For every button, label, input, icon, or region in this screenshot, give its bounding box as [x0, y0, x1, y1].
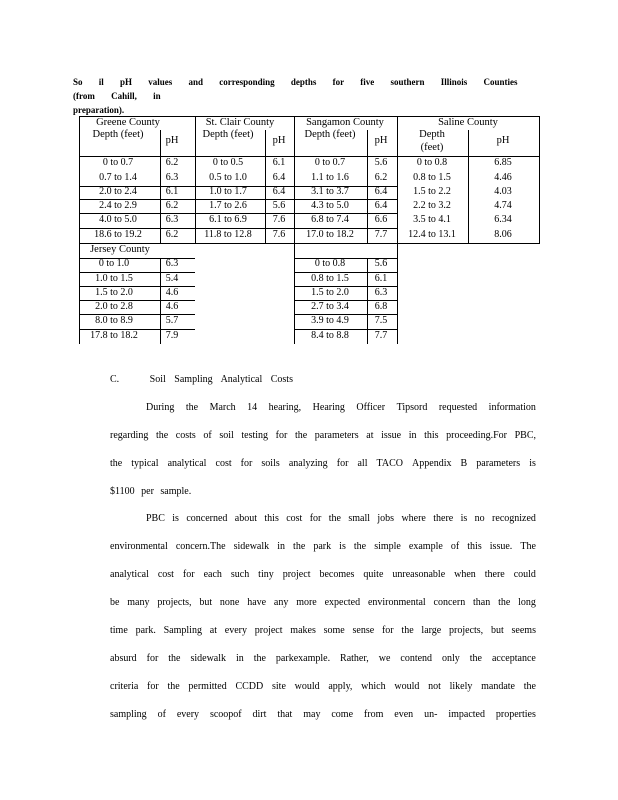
ph-cell: 6.3: [374, 287, 388, 298]
ph-cell: 6.4: [272, 172, 286, 183]
county-name-jersey: Jersey County: [90, 244, 150, 255]
depth-cell: 0 to 0.5: [212, 157, 244, 168]
depth-cell: 0 to 0.8: [314, 258, 346, 269]
depth-cell: 0 to 1.0: [98, 258, 130, 269]
depth-cell: 1.0 to 1.7: [209, 186, 247, 197]
text-line: time park. Sampling at every project makes some sense for the large projects, but seems: [110, 625, 536, 636]
depth-cell: 11.8 to 12.8: [204, 229, 252, 240]
ph-cell: 6.2: [165, 157, 179, 168]
ph-cell: 4.6: [165, 301, 179, 312]
depth-header: Depth (feet): [304, 129, 356, 140]
depth-cell: 0.5 to 1.0: [209, 172, 247, 183]
depth-cell: 2.4 to 2.9: [99, 200, 137, 211]
ph-header: pH: [496, 135, 510, 146]
ph-cell: 7.6: [272, 229, 286, 240]
depth-cell: 0.8 to 1.5: [413, 172, 451, 183]
text-line: regarding the costs of soil testing for the parameters at issue in this proceeding.For PBC,: [110, 430, 536, 441]
depth-cell: 1.5 to 2.0: [95, 287, 133, 298]
depth-cell: 0.8 to 1.5: [311, 273, 349, 284]
ph-cell: 4.03: [494, 186, 512, 197]
depth-header: Depth (feet): [92, 129, 144, 140]
depth-cell: 6.1 to 6.9: [209, 214, 247, 225]
ph-cell: 6.1: [374, 273, 388, 284]
text-line: the typical analytical cost for soils analyzing for all TACO Appendix B parameters is: [110, 458, 536, 469]
depth-cell: 2.7 to 3.4: [311, 301, 349, 312]
depth-cell: 8.4 to 8.8: [311, 330, 349, 341]
ph-cell: 6.85: [494, 157, 512, 168]
depth-cell: 1.5 to 2.2: [413, 186, 451, 197]
section-letter: C.: [110, 374, 120, 385]
ph-cell: 6.34: [494, 214, 512, 225]
ph-cell: 6.2: [165, 229, 179, 240]
section-title: Soil Sampling Analytical Costs: [149, 374, 293, 385]
section-heading: [110, 374, 311, 385]
ph-cell: 7.7: [374, 330, 388, 341]
depth-cell: 1.1 to 1.6: [311, 172, 349, 183]
ph-cell: 5.6: [374, 258, 388, 269]
depth-cell: 0 to 0.7: [102, 157, 134, 168]
ph-cell: 8.06: [494, 229, 512, 240]
ph-cell: 4.6: [165, 287, 179, 298]
caption-line-2: preparation).: [73, 105, 125, 115]
ph-cell: 4.74: [494, 200, 512, 211]
depth-header-unit: (feet): [420, 142, 444, 153]
ph-cell: 4.46: [494, 172, 512, 183]
ph-cell: 6.4: [272, 186, 286, 197]
depth-cell: 12.4 to 13.1: [408, 229, 456, 240]
depth-cell: 18.6 to 19.2: [94, 229, 142, 240]
ph-cell: 7.9: [165, 330, 179, 341]
ph-header: pH: [165, 135, 179, 146]
ph-cell: 7.5: [374, 315, 388, 326]
text-line: environmental concern.The sidewalk in the park is the simple example of this issue. The: [110, 541, 536, 552]
depth-cell: 1.5 to 2.0: [311, 287, 349, 298]
depth-cell: 0.7 to 1.4: [99, 172, 137, 183]
depth-cell: 2.0 to 2.4: [99, 186, 137, 197]
depth-header: Depth (feet): [202, 129, 254, 140]
text-line: be many projects, but none have any more expected environmental concern than the long: [110, 597, 536, 608]
ph-header: pH: [272, 135, 286, 146]
county-name-2: Sangamon County: [306, 117, 384, 128]
depth-cell: 2.2 to 3.2: [413, 200, 451, 211]
depth-cell: 3.9 to 4.9: [311, 315, 349, 326]
ph-cell: 6.1: [272, 157, 286, 168]
text-line: PBC is concerned about this cost for the small jobs where there is no recognized: [146, 513, 536, 524]
depth-cell: 4.0 to 5.0: [99, 214, 137, 225]
ph-cell: 5.6: [272, 200, 286, 211]
ph-cell: 6.1: [165, 186, 179, 197]
ph-cell: 5.7: [165, 315, 179, 326]
ph-cell: 7.7: [374, 229, 388, 240]
ph-cell: 5.4: [165, 273, 179, 284]
text-line: criteria for the permitted CCDD site would apply, which would not likely mandate the: [110, 681, 536, 692]
county-name-1: St. Clair County: [205, 117, 275, 128]
depth-cell: 4.3 to 5.0: [311, 200, 349, 211]
caption-line-1: So il pH values and corresponding depths for five southern Illinois Counties (from Cahill, in: [73, 77, 518, 101]
ph-cell: 7.6: [272, 214, 286, 225]
depth-header: Depth: [419, 129, 445, 140]
text-line: During the March 14 hearing, Hearing Officer Tipsord requested information: [146, 402, 536, 413]
depth-cell: 6.8 to 7.4: [311, 214, 349, 225]
ph-cell: 6.2: [165, 200, 179, 211]
ph-cell: 6.8: [374, 301, 388, 312]
ph-cell: 5.6: [374, 157, 388, 168]
ph-cell: 6.3: [165, 258, 179, 269]
depth-cell: 8.0 to 8.9: [95, 315, 133, 326]
ph-cell: 6.4: [374, 186, 388, 197]
ph-cell: 6.3: [165, 172, 179, 183]
text-line: analytical cost for each such tiny project becomes quite unreasonable when there could: [110, 569, 536, 580]
soil-ph-table: [0, 0, 618, 360]
depth-cell: 0 to 0.7: [314, 157, 346, 168]
county-name-3: Saline County: [438, 117, 498, 128]
ph-cell: 6.6: [374, 214, 388, 225]
ph-cell: 6.2: [374, 172, 388, 183]
depth-cell: 1.0 to 1.5: [95, 273, 133, 284]
ph-header: pH: [374, 135, 388, 146]
depth-cell: 3.5 to 4.1: [413, 214, 451, 225]
text-line: absurd for the sidewalk in the parkexample. Rather, we contend only the acceptance: [110, 653, 536, 664]
depth-cell: 1.7 to 2.6: [209, 200, 247, 211]
depth-cell: 0 to 0.8: [416, 157, 448, 168]
depth-cell: 3.1 to 3.7: [311, 186, 349, 197]
county-name-0: Greene County: [96, 117, 160, 128]
depth-cell: 17.8 to 18.2: [90, 330, 138, 341]
ph-cell: 6.3: [165, 214, 179, 225]
text-line: sampling of every scoopof dirt that may come from even un- impacted properties: [110, 709, 536, 720]
ph-cell: 6.4: [374, 200, 388, 211]
depth-cell: 17.0 to 18.2: [306, 229, 354, 240]
depth-cell: 2.0 to 2.8: [95, 301, 133, 312]
text-line: $1100 per sample.: [110, 486, 192, 497]
